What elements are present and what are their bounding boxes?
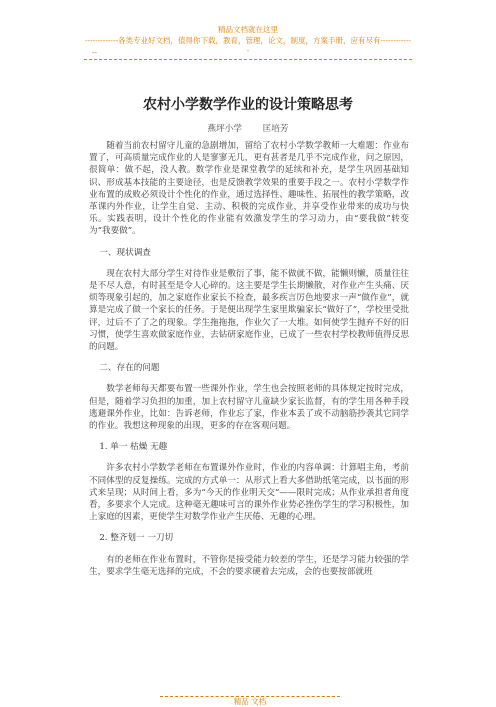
document-title: 农村小学数学作业的设计策略思考: [143, 97, 353, 113]
section-heading-problems: 二、存在的问题: [99, 363, 160, 374]
monotony-paragraph: 许多农村小学数学老师在布置课外作业时，作业的内容单调：计算唱主角，考前不同体型的反复操练。完成的方式单一：从形式上看大多借助纸笔完成，以书面的形式来呈现；从时间上看，多为“今天的作业明天交”——限时完成；从作业承担者角度看，多要求个人完成。这种毫无趣味可言的课外作业势必挫伤学生的学习积极性，加上家庭的因素，更使学生对数学作业产生厌倦、无趣的心理。: [89, 463, 409, 523]
problems-paragraph: 数学老师每天都要布置一些课外作业，学生也会按照老师的具体规定按时完成，但是，随着学习负担的加重，加上农村留守儿童缺少家长监督，有的学生用各种手段逃避课外作业，比如：告诉老师，作业忘了家，作业本丢了或不动脑筋抄袭其它同学的作业。我想这种现象的出现，更多的存在客观问题。: [89, 384, 409, 432]
footer-label: 精品 文档: [233, 697, 267, 706]
header-tagline: -------------各类专业好文档，值得你下载，教育，管理，论文，制度，方案手册，应有尽有-------------: [85, 36, 411, 55]
uniformity-paragraph: 有的老师在作业布置时，不管你是接受能力较差的学生，还是学习能力较强的学生，要求学生毫无选择的完成，不会的要求硬着去完成，会的也要按部就班: [89, 554, 409, 577]
header-banner: 精品文档就在这里: [218, 25, 278, 34]
footer-banner: [160, 697, 340, 707]
document-body: [89, 140, 409, 578]
survey-paragraph: 现在农村大部分学生对待作业是敷衍了事，能不做就不做，能懒则懒，质量往往是不尽人意，有时甚至是令人心碎的。这主要是学生长期懒散，对作业产生头痛、厌烦等现象引起的，加之家庭作业家长不检查，最多疾言厉色地要求一声“做作业”，就算是完成了做一个家长的任务。于是便出现学生家里欺骗家长“做好了”，学校里受批评，过后不了了之的现象。学生拖拖拖，作业欠了一大堆。如何使学生抛弃不好的旧习惯，使学生喜欢做家庭作业，去钻研家庭作业，已成了一些农村学校教师值得反思的问题。: [89, 268, 409, 353]
author-line: 燕坪小学 匡培芳: [207, 124, 289, 134]
subsection-heading-monotony: 1. 单一 枯燥 无趣: [99, 442, 168, 453]
subsection-heading-uniformity: 2. 整齐划一 一刀切: [99, 533, 174, 544]
intro-paragraph: 随着当前农村留守儿童的急剧增加，留给了农村小学数学教师一大难题：作业布置了，可高质量完成作业的人是寥寥无几，更有甚者是几乎不完成作业，问之原因，很简单：做不起，没人教。数学作业是课堂教学的延续和补充，是学生巩固基础知识、形成基本技能的主要途径，也是反馈教学效果的重要手段之一。农村小学数学作业布置的成败必须设计个性化的作业，通过选择性、趣味性、拓展性的教学策略，改革课内外作业，让学生自觉、主动、积极的完成作业，并享受作业带来的成功与快乐。实践表明，设计个性化的作业能有效激发学生的学习动力，由“要我做”转变为“我要做”。: [89, 141, 409, 237]
header-divider: [84, 59, 412, 60]
header-tagline-tail: --: [92, 48, 98, 57]
section-heading-survey: 一、现状调查: [99, 247, 151, 258]
